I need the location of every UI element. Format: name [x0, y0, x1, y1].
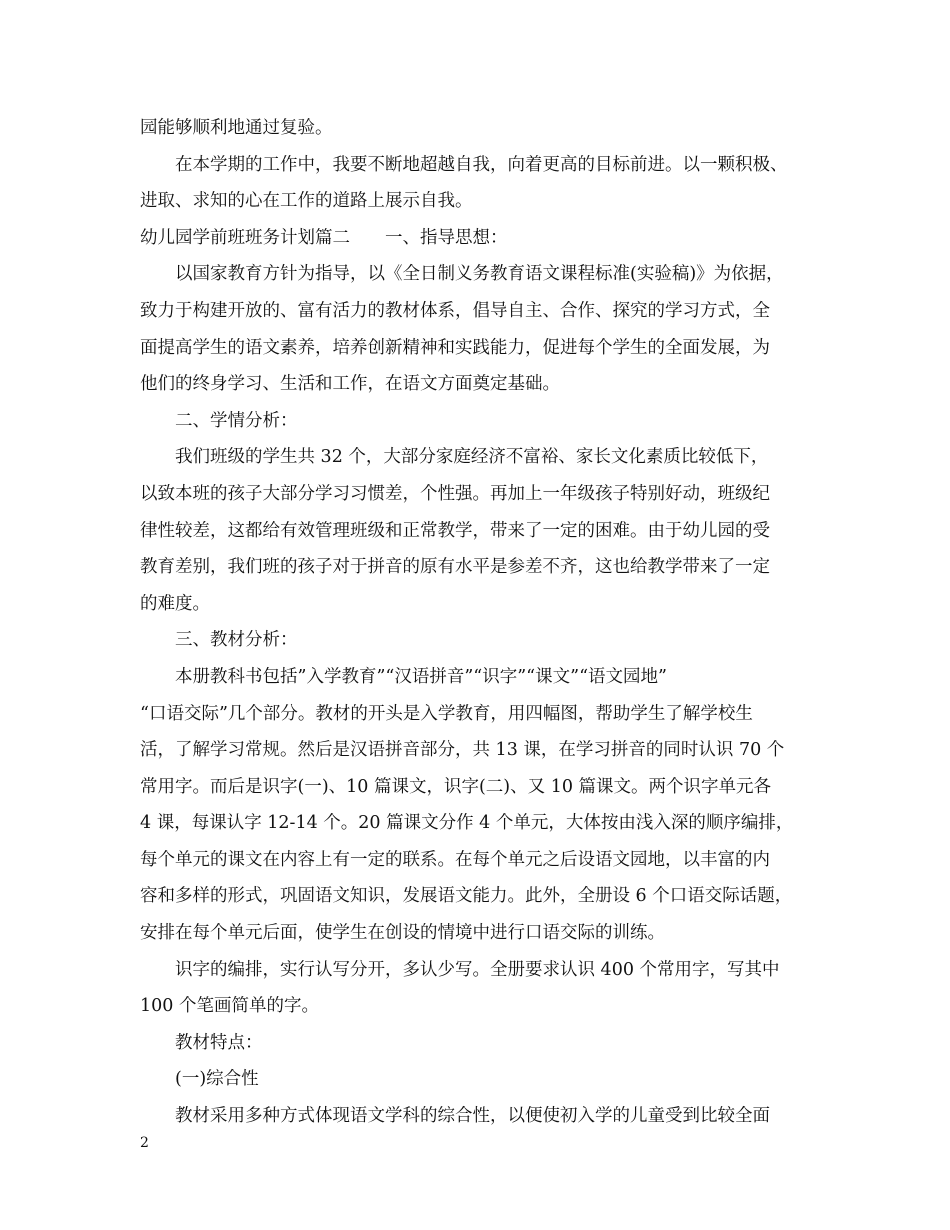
text-line: 致力于构建开放的、富有活力的教材体系，倡导自主、合作、探究的学习方式，全 — [140, 300, 770, 321]
text-line: 容和多样的形式，巩固语文知识，发展语文能力。此外，全册设 6 个口语交际话题， — [140, 886, 793, 907]
text-line: 他们的终身学习、生活和工作，在语文方面奠定基础。 — [140, 374, 560, 395]
text-line: 100 个笔画简单的字。 — [140, 996, 319, 1017]
section-heading-line: 幼儿园学前班班务计划篇二 一、指导思想： — [140, 227, 508, 248]
text-line: 以国家教育方针为指导，以《全日制义务教育语文课程标准(实验稿)》为依据， — [175, 264, 784, 285]
page-number: 2 — [140, 1135, 149, 1151]
section-heading-line: (一)综合性 — [175, 1069, 259, 1090]
text-line: 每个单元的课文在内容上有一定的联系。在每个单元之后设语文园地，以丰富的内 — [140, 849, 770, 870]
text-line: 以致本班的孩子大部分学习习惯差，个性强。再加上一年级孩子特别好动，班级纪 — [140, 483, 770, 504]
text-line: 安排在每个单元后面，使学生在创设的情境中进行口语交际的训练。 — [140, 923, 665, 944]
section-heading-line: 二、学情分析： — [175, 410, 298, 431]
text-line: 的难度。 — [140, 593, 210, 614]
text-line: 面提高学生的语文素养，培养创新精神和实践能力，促进每个学生的全面发展，为 — [140, 337, 770, 358]
text-line: 律性较差，这都给有效管理班级和正常教学，带来了一定的困难。由于幼儿园的受 — [140, 520, 770, 541]
text-line: 本册教科书包括”入学教育”“汉语拼音”“识字”“课文”“语文园地” — [175, 666, 667, 687]
text-line: 4 课，每课认字 12-14 个。20 篇课文分作 4 个单元，大体按由浅入深的顺序编排， — [140, 813, 794, 834]
text-line: 园能够顺利地通过复验。 — [140, 118, 333, 138]
text-line: 识字的编排，实行认写分开，多认少写。全册要求认识 400 个常用字，写其中 — [175, 959, 780, 980]
section-heading-line: 教材特点： — [175, 1032, 263, 1053]
document-body — [140, 110, 830, 1135]
section-heading-line: 三、教材分析： — [175, 630, 298, 651]
text-line: 在本学期的工作中，我要不断地超越自我，向着更高的目标前进。以一颗积极、 — [175, 154, 788, 175]
text-line: 我们班级的学生共 32 个，大部分家庭经济不富裕、家长文化素质比较低下， — [175, 447, 769, 468]
text-line: 常用字。而后是识字(一)、10 篇课文，识字(二)、又 10 篇课文。两个识字单元各 — [140, 776, 772, 797]
text-line: 进取、求知的心在工作的道路上展示自我。 — [140, 191, 473, 212]
text-line: 教育差别，我们班的孩子对于拼音的原有水平是参差不齐，这也给教学带来了一定 — [140, 557, 770, 578]
text-line: 活，了解学习常规。然后是汉语拼音部分，共 13 课，在学习拼音的同时认识 70 个 — [140, 740, 785, 761]
text-line: “口语交际”几个部分。教材的开头是入学教育，用四幅图，帮助学生了解学校生 — [140, 703, 753, 724]
text-line: 教材采用多种方式体现语文学科的综合性，以便使初入学的儿童受到比较全面 — [175, 1106, 770, 1127]
